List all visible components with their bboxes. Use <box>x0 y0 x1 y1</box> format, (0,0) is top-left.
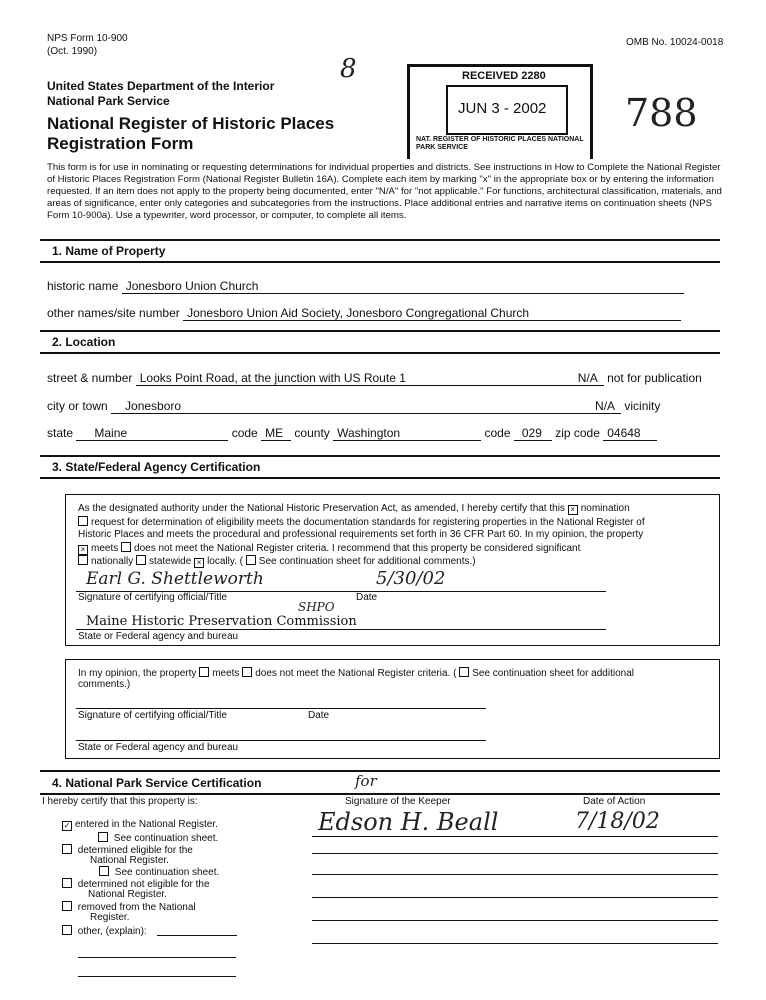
divider <box>40 352 720 354</box>
other-names-field[interactable]: Jonesboro Union Aid Society, Jonesboro Congregational Church <box>183 306 681 321</box>
state-field[interactable]: Maine <box>76 426 228 441</box>
state-row <box>47 426 657 441</box>
other-names-row <box>47 306 681 321</box>
nomination-checkbox[interactable]: × <box>568 505 578 515</box>
request-checkbox[interactable] <box>78 516 88 526</box>
certify-label: I hereby certify that this property is: <box>42 796 198 807</box>
divider <box>40 477 720 479</box>
date2-label: Date <box>308 710 330 721</box>
title-line1: National Register of Historic Places <box>47 114 335 133</box>
opinion-continuation-label: See continuation sheet for additional <box>472 668 634 679</box>
eligible-continuation-option[interactable] <box>99 866 219 878</box>
cert-line3: Historic Places and meets the procedural and professional requirements set forth in 36 CFR Part 60. In my opinion, the property <box>78 529 644 540</box>
does-not-meet-label: does not meet the National Register criteria. I recommend that this property be considered significant <box>134 543 581 554</box>
divider <box>40 793 720 795</box>
received-stamp <box>407 64 593 159</box>
statewide-checkbox[interactable] <box>136 555 146 565</box>
opinion-line2: comments.) <box>78 679 131 690</box>
opinion-box <box>65 659 720 759</box>
zip-label: zip code <box>555 426 600 440</box>
entered-label: entered in the National Register. <box>75 819 218 830</box>
divider <box>40 455 720 457</box>
county-code-label: code <box>484 426 511 440</box>
signature2-label: Signature of certifying official/Title <box>78 710 227 721</box>
cert-text: request for determination of eligibility meets the documentation standards for registering properties in the National Register of <box>91 517 645 528</box>
not-eligible-label-2: National Register. <box>88 889 167 900</box>
date-of-action: 7/18/02 <box>575 809 660 834</box>
stamp-footer: NAT. REGISTER OF HISTORIC PLACES NATIONAL PARK SERVICE <box>416 136 584 151</box>
keeper-line <box>312 853 718 854</box>
keeper-line <box>312 836 718 837</box>
other-explain-line[interactable] <box>78 957 236 958</box>
keeper-line <box>312 874 718 875</box>
opinion-text: In my opinion, the property <box>78 668 197 679</box>
opinion-meets-checkbox[interactable] <box>199 667 209 677</box>
divider <box>40 261 720 263</box>
other-explain-line[interactable] <box>78 976 236 977</box>
city-row <box>47 399 660 414</box>
other-checkbox[interactable] <box>62 925 72 935</box>
date-of-action-label: Date of Action <box>583 796 646 807</box>
keeper-signature: Edson H. Beall <box>318 808 499 836</box>
cert-text: As the designated authority under the National Historic Preservation Act, as amended, I hereby certify that this <box>78 503 565 514</box>
city-na-field[interactable]: N/A <box>591 399 621 414</box>
entered-checkbox[interactable]: ✓ <box>63 821 71 830</box>
handwritten-ref-number: 788 <box>625 91 698 135</box>
divider <box>40 330 720 332</box>
handwritten-initials: 8 <box>340 54 357 84</box>
eligible-label-2: National Register. <box>90 855 169 866</box>
stamp-date: JUN 3 - 2002 <box>458 100 547 117</box>
street-label: street & number <box>47 371 133 385</box>
cert-line1 <box>78 503 630 515</box>
state-certification-box <box>65 494 720 646</box>
does-not-meet-checkbox[interactable] <box>121 542 131 552</box>
opinion-not-meet-checkbox[interactable] <box>242 667 252 677</box>
other-option[interactable] <box>62 925 147 937</box>
section2-heading: 2. Location <box>52 335 116 349</box>
nationally-label: nationally <box>91 556 134 567</box>
section4-heading: 4. National Park Service Certification <box>52 776 262 790</box>
street-na-field[interactable]: N/A <box>574 371 604 386</box>
nomination-label: nomination <box>580 503 630 514</box>
signature-label: Signature of certifying official/Title <box>78 592 227 603</box>
department: United States Department of the Interior <box>47 79 275 93</box>
entered-continuation-option[interactable] <box>98 832 218 844</box>
shpo-title: SHPO <box>298 600 335 614</box>
not-for-publication-label: not for publication <box>607 371 702 385</box>
continuation-label: See continuation sheet. <box>114 867 220 878</box>
statewide-label: statewide <box>149 556 192 567</box>
county-code-field[interactable]: 029 <box>514 426 552 441</box>
form-number: NPS Form 10-900 <box>47 33 128 44</box>
opinion-meets-label: meets <box>212 668 240 679</box>
historic-name-field[interactable]: Jonesboro Union Church <box>122 279 684 294</box>
opinion-line1 <box>78 667 634 679</box>
continuation-checkbox[interactable] <box>98 832 108 842</box>
not-eligible-label: determined not eligible for the <box>77 879 210 890</box>
city-label: city or town <box>47 399 108 413</box>
meets-label: meets <box>91 543 119 554</box>
cert-line5: nationally statewide × locally. ( See continuation sheet for additional comments.) <box>78 555 476 568</box>
eligible-checkbox[interactable] <box>62 844 72 854</box>
date-label: Date <box>356 592 378 603</box>
certifier-signature: Earl G. Shettleworth <box>86 569 264 589</box>
removed-checkbox[interactable] <box>62 901 72 911</box>
vicinity-label: vicinity <box>624 399 661 413</box>
county-field[interactable]: Washington <box>333 426 481 441</box>
section1-heading: 1. Name of Property <box>52 244 166 258</box>
continuation-checkbox[interactable] <box>99 866 109 876</box>
keeper-for: for <box>355 772 377 790</box>
county-label: county <box>294 426 330 440</box>
agency: National Park Service <box>47 94 170 108</box>
not-eligible-checkbox[interactable] <box>62 878 72 888</box>
see-continuation-checkbox[interactable] <box>246 555 256 565</box>
meets-checkbox[interactable]: × <box>78 545 88 555</box>
cert-line4 <box>78 542 580 555</box>
city-field[interactable]: Jonesboro <box>111 399 591 414</box>
see-continuation-label: See continuation sheet for additional comments.) <box>258 556 476 567</box>
historic-name-row <box>47 279 684 294</box>
section3-heading: 3. State/Federal Agency Certification <box>52 460 261 474</box>
keeper-line <box>312 943 718 944</box>
locally-label: locally. <box>207 556 237 567</box>
nationally-checkbox[interactable] <box>78 555 88 565</box>
zip-field[interactable]: 04648 <box>603 426 657 441</box>
certification-date: 5/30/02 <box>376 568 446 589</box>
state-code-field[interactable]: ME <box>261 426 291 441</box>
cert-line2 <box>78 516 645 528</box>
removed-label-2: Register. <box>90 912 130 923</box>
other-names-label: other names/site number <box>47 306 180 320</box>
opinion-not-meet-label: does not meet the National Register criteria. ( <box>255 668 457 679</box>
agency-label: State or Federal agency and bureau <box>78 631 239 642</box>
eligible-label: determined eligible for the <box>77 845 193 856</box>
agency2-label: State or Federal agency and bureau <box>78 742 239 753</box>
historic-name-label: historic name <box>47 279 119 293</box>
removed-label: removed from the National <box>77 902 196 913</box>
other-explain-line[interactable] <box>157 935 237 936</box>
keeper-line <box>312 920 718 921</box>
keeper-signature-label: Signature of the Keeper <box>345 796 451 807</box>
street-row <box>47 371 702 386</box>
divider <box>40 770 720 772</box>
divider <box>40 239 720 241</box>
continuation-label: See continuation sheet. <box>113 833 219 844</box>
certifying-agency[interactable]: Maine Historic Preservation Commission <box>86 614 357 629</box>
entered-option[interactable] <box>62 819 218 831</box>
other-label: other, (explain): <box>77 926 147 937</box>
keeper-line <box>312 897 718 898</box>
opinion-continuation-checkbox[interactable] <box>459 667 469 677</box>
title-line2: Registration Form <box>47 134 194 153</box>
state-code-label: code <box>231 426 258 440</box>
instructions-paragraph: This form is for use in nominating or requesting determinations for individual properties and districts. See instructions in How to Complete the National Register of Historic Places Registration Form (National Register Bulletin 16A). Complete each item by marking "x" in the appropriate box or by entering the information requested. If an item does not apply to the property being documented, enter "N/A" for "not applicable." For functions, architectural classification, materials, and areas of significance, enter only categories and subcategories from the instructions. Place additional entries and narrative items on continuation sheets (NPS Form 10-900a). Use a typewriter, word processor, or computer, to complete all items. <box>47 162 722 221</box>
locally-checkbox[interactable]: × <box>194 558 204 568</box>
form-date: (Oct. 1990) <box>47 46 98 57</box>
stamp-received: RECEIVED 2280 <box>462 70 546 82</box>
omb-number: OMB No. 10024-0018 <box>626 37 724 48</box>
state-label: state <box>47 426 74 440</box>
street-field[interactable]: Looks Point Road, at the junction with US Route 1 <box>136 371 574 386</box>
